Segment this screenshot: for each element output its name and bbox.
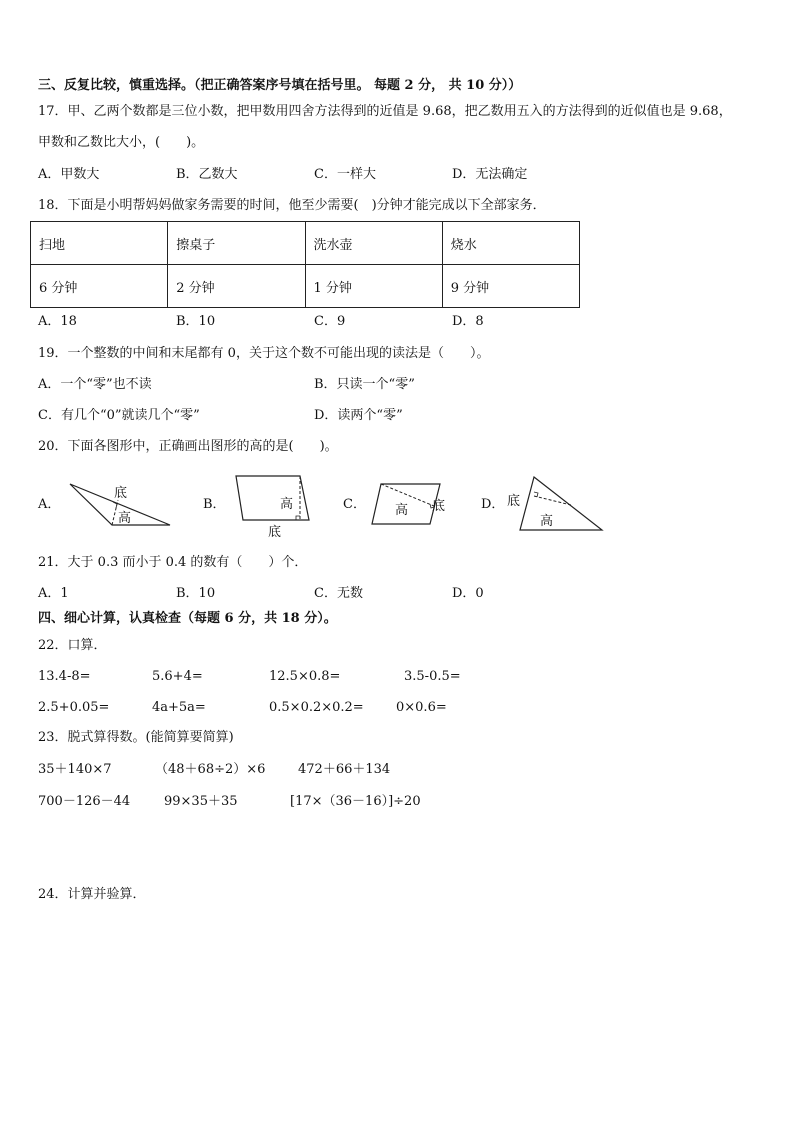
table-header-cell: 擦桌子 <box>168 222 305 265</box>
height-label: 高 <box>280 497 294 512</box>
q18-option-c: C．9 <box>314 314 346 329</box>
table-header-cell: 烧水 <box>442 222 579 265</box>
oral-calc-item: 2.5+0.05= <box>38 700 110 715</box>
table-cell: 9 分钟 <box>442 265 579 308</box>
q20-option-a-letter: A． <box>38 497 61 512</box>
q20-stem: 20．下面各图形中，正确画出图形的高的是( )。 <box>38 439 338 454</box>
q24-stem: 24．计算并验算． <box>38 887 146 902</box>
chores-table <box>30 221 580 308</box>
q17-option-d: D．无法确定 <box>452 167 528 182</box>
stepwise-calc-item: 700－126－44 <box>38 794 131 809</box>
stepwise-calc-item: 99×35＋35 <box>164 794 238 809</box>
q20-figure-b <box>232 472 314 542</box>
q18-stem: 18．下面是小明帮妈妈做家务需要的时间，他至少需要( )分钟才能完成以下全部家务． <box>38 198 546 213</box>
base-label: 底 <box>507 494 521 509</box>
q18-option-a: A．18 <box>38 314 77 329</box>
table-cell: 1 分钟 <box>305 265 442 308</box>
q17-option-c: C．一样大 <box>314 167 376 182</box>
oral-calc-item: 5.6+4= <box>152 669 203 684</box>
height-label: 高 <box>540 514 554 529</box>
table-header-cell: 扫地 <box>31 222 168 265</box>
q19-option-c: C．有几个“0”就读几个“零” <box>38 408 200 423</box>
q20-option-c-letter: C． <box>343 497 366 512</box>
table-row <box>31 222 580 265</box>
section3-heading: 三、反复比较，慎重选择。（把正确答案序号填在括号里。 每题 2 分， 共 10 分）） <box>38 78 522 93</box>
stepwise-calc-item: 35＋140×7 <box>38 762 112 777</box>
q20-figure-d <box>504 474 608 532</box>
q21-option-a: A．1 <box>38 586 69 601</box>
base-label: 底 <box>432 499 446 514</box>
q21-stem: 21．大于 0.3 而小于 0.4 的数有（ ）个． <box>38 555 308 570</box>
oral-calc-item: 4a+5a= <box>152 700 206 715</box>
oral-calc-item: 0.5×0.2×0.2= <box>269 700 364 715</box>
table-cell: 2 分钟 <box>168 265 305 308</box>
parallelogram-shape <box>236 476 309 520</box>
q18-option-d: D．8 <box>452 314 484 329</box>
q21-option-b: B．10 <box>176 586 216 601</box>
table-header-cell: 洗水壶 <box>305 222 442 265</box>
q19-option-b: B．只读一个“零” <box>314 377 415 392</box>
q21-option-c: C．无数 <box>314 586 363 601</box>
q19-stem: 19．一个整数的中间和末尾都有 0，关于这个数不可能出现的读法是（ ）。 <box>38 346 490 361</box>
section4-heading: 四、细心计算，认真检查（每题 6 分，共 18 分）。 <box>38 611 337 626</box>
height-label: 高 <box>395 503 409 518</box>
q20-option-d-letter: D． <box>481 497 505 512</box>
oral-calc-item: 3.5-0.5= <box>404 669 461 684</box>
triangle-shape <box>520 477 602 530</box>
stepwise-calc-item: [17×（36－16）]÷20 <box>290 794 421 809</box>
stepwise-calc-item: （48＋68÷2）×6 <box>155 762 266 777</box>
q18-option-b: B．10 <box>176 314 216 329</box>
q19-option-a: A．一个“零”也不读 <box>38 377 152 392</box>
q17-option-b: B．乙数大 <box>176 167 238 182</box>
q20-figure-c <box>370 480 452 528</box>
stepwise-calc-item: 472＋66＋134 <box>298 762 391 777</box>
q17-stem-line2: 甲数和乙数比大小，( )。 <box>38 135 205 150</box>
q21-option-d: D．0 <box>452 586 484 601</box>
q19-option-d: D．读两个“零” <box>314 408 403 423</box>
oral-calc-item: 12.5×0.8= <box>269 669 341 684</box>
table-cell: 6 分钟 <box>31 265 168 308</box>
q23-stem: 23．脱式算得数。(能简算要简算) <box>38 730 234 745</box>
table-row <box>31 265 580 308</box>
q17-option-a: A．甲数大 <box>38 167 100 182</box>
q22-stem: 22．口算． <box>38 638 107 653</box>
base-label: 底 <box>268 525 282 540</box>
q17-stem-line1: 17．甲、乙两个数都是三位小数，把甲数用四舍方法得到的近值是 9.68，把乙数用五入的方法得到的近似值也是 9.68， <box>38 104 732 119</box>
oral-calc-item: 13.4-8= <box>38 669 91 684</box>
q20-option-b-letter: B． <box>203 497 226 512</box>
q20-figure-a <box>66 478 176 530</box>
base-label: 底 <box>114 486 128 501</box>
oral-calc-item: 0×0.6= <box>396 700 447 715</box>
height-label: 高 <box>118 511 132 526</box>
height-line <box>534 496 571 505</box>
